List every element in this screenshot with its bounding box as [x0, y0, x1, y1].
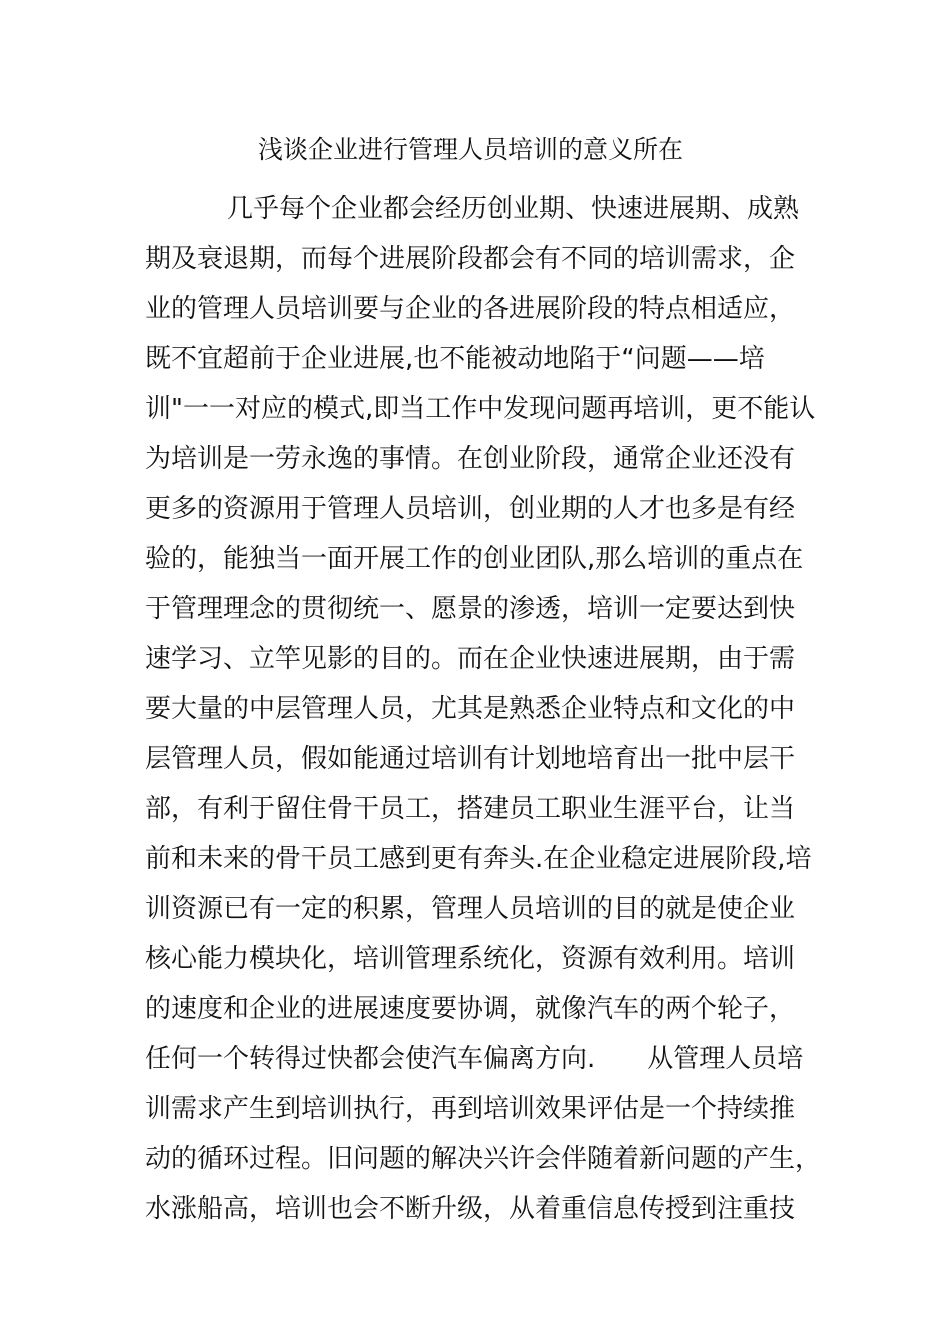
- body-line: 水涨船高，培训也会不断升级，从着重信息传授到注重技: [145, 1194, 796, 1224]
- body-line: 的速度和企业的进展速度要协调，就像汽车的两个轮子，: [145, 994, 796, 1024]
- body-line: 于管理理念的贯彻统一、愿景的渗透，培训一定要达到快: [145, 594, 796, 624]
- document-title: 浅谈企业进行管理人员培训的意义所在: [258, 135, 684, 164]
- body-line: 任何一个转得过快都会使汽车偏离方向. 从管理人员培: [145, 1044, 804, 1074]
- body-line: 业的管理人员培训要与企业的各进展阶段的特点相适应，: [145, 294, 796, 324]
- body-line: 要大量的中层管理人员，尤其是熟悉企业特点和文化的中: [145, 694, 796, 724]
- body-line: 训需求产生到培训执行，再到培训效果评估是一个持续推: [145, 1094, 796, 1124]
- body-line: 既不宜超前于企业进展,也不能被动地陷于“问题——培: [145, 344, 765, 374]
- body-line: 部，有利于留住骨干员工，搭建员工职业生涯平台，让当: [145, 794, 796, 824]
- body-line: 前和未来的骨干员工感到更有奔头.在企业稳定进展阶段,培: [145, 844, 812, 874]
- body-line: 期及衰退期，而每个进展阶段都会有不同的培训需求，企: [145, 244, 796, 274]
- body-line: 验的，能独当一面开展工作的创业团队,那么培训的重点在: [145, 544, 804, 574]
- body-line: 动的循环过程。旧问题的解决兴许会伴随着新问题的产生，: [145, 1144, 822, 1174]
- document-body: [145, 184, 822, 1234]
- body-line: 训"一一对应的模式,即当工作中发现问题再培训，更不能认: [145, 394, 816, 424]
- body-line: 更多的资源用于管理人员培训，创业期的人才也多是有经: [145, 494, 796, 524]
- body-line: 几乎每个企业都会经历创业期、快速进展期、成熟: [227, 194, 800, 224]
- body-line: 速学习、立竿见影的目的。而在企业快速进展期，由于需: [145, 644, 796, 674]
- body-line: 核心能力模块化，培训管理系统化，资源有效利用。培训: [145, 944, 796, 974]
- body-line: 层管理人员，假如能通过培训有计划地培育出一批中层干: [145, 744, 796, 774]
- body-line: 为培训是一劳永逸的事情。在创业阶段，通常企业还没有: [145, 444, 796, 474]
- body-line: 训资源已有一定的积累，管理人员培训的目的就是使企业: [145, 894, 796, 924]
